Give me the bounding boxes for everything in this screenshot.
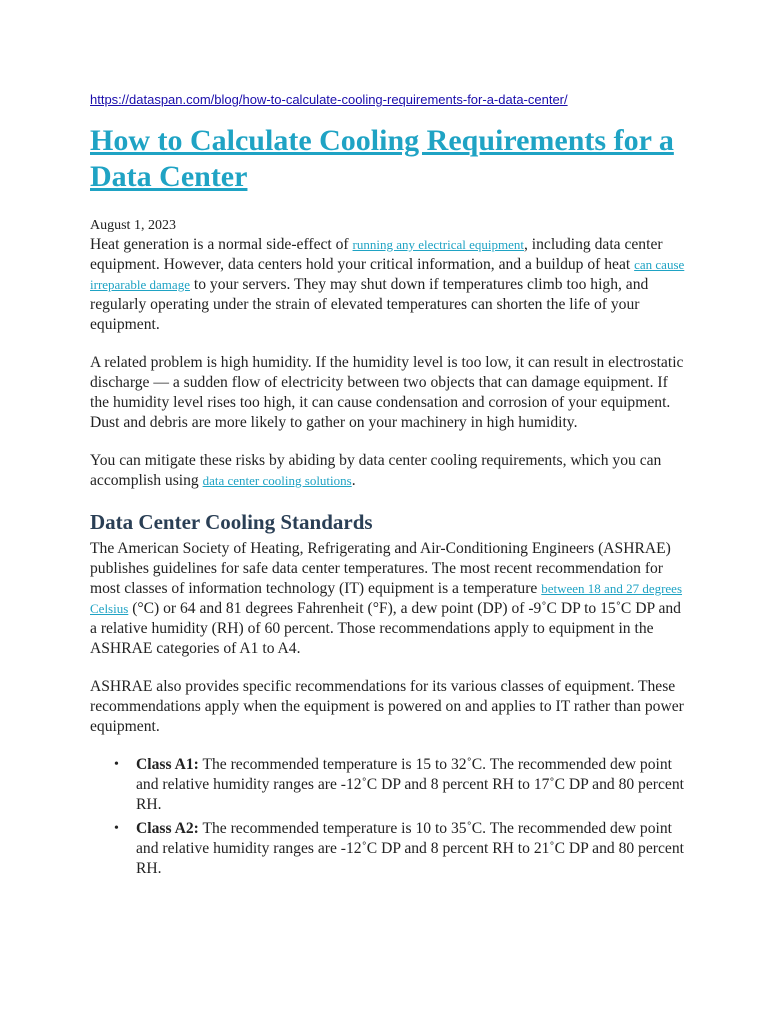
intro-paragraph <box>90 235 690 335</box>
publish-date: August 1, 2023 <box>90 218 176 233</box>
mitigate-text-1: You can mitigate these risks by abiding by data center cooling requirements, which you can accomplish using <box>90 452 662 489</box>
cooling-solutions-link[interactable]: data center cooling solutions <box>202 473 352 488</box>
ashrae-text-1: The American Society of Heating, Refrigerating and Air-Conditioning Engineers (ASHRAE) publishes guidelines for safe data center temperatures. The most recent recommendation for most classes of information technology (IT) equipment is a temperature <box>90 540 671 597</box>
section-heading-cooling-standards: Data Center Cooling Standards <box>90 510 373 534</box>
mitigate-text-2: . <box>351 472 356 489</box>
intro-text-1: Heat generation is a normal side-effect of <box>90 236 353 253</box>
class-label: Class A2: <box>136 820 199 837</box>
article-title[interactable]: How to Calculate Cooling Requirements for a Data Center <box>90 124 674 193</box>
bullet-icon: • <box>114 821 119 836</box>
ashrae-text-2: (°C) or 64 and 81 degrees Fahrenheit (°F), a dew point (DP) of -9˚C DP to 15˚C DP and a relative humidity (RH) of 60 percent. Those recommendations apply to equipment in the ASHRAE categories of A1 to A4. <box>90 600 681 657</box>
source-url-link[interactable]: https://dataspan.com/blog/how-to-calculate-cooling-requirements-for-a-data-center/ <box>90 92 568 107</box>
mitigate-paragraph <box>90 451 690 491</box>
ashrae-paragraph <box>90 539 690 659</box>
class-list <box>90 755 690 879</box>
irreparable-damage-link[interactable]: can cause irreparable damage <box>90 257 685 292</box>
humidity-paragraph: A related problem is high humidity. If the humidity level is too low, it can result in electrostatic discharge — a sudden flow of electricity between two objects that can damage equipment. If the humidity level rises too high, it can cause condensation and corrosion of your equipment. Dust and debris are more likely to gather on your machinery in high humidity. <box>90 354 684 431</box>
intro-text-3: to your servers. They may shut down if temperatures climb too high, and regularly operating under the strain of elevated temperatures can shorten the life of your equipment. <box>90 276 649 333</box>
intro-text-2: , including data center equipment. However, data centers hold your critical information, and a buildup of heat <box>90 236 663 273</box>
ashrae-classes-paragraph: ASHRAE also provides specific recommendations for its various classes of equipment. These recommendations apply when the equipment is powered on and applies to IT rather than power equipment. <box>90 678 684 735</box>
class-text: The recommended temperature is 10 to 35˚C. The recommended dew point and relative humidity ranges are -12˚C DP and 8 percent RH to 21˚C DP and 80 percent RH. <box>136 820 684 877</box>
bullet-icon: • <box>114 757 119 772</box>
running-electrical-equipment-link[interactable]: running any electrical equipment <box>352 237 524 252</box>
class-text: The recommended temperature is 15 to 32˚C. The recommended dew point and relative humidity ranges are -12˚C DP and 8 percent RH to 17˚C DP and 80 percent RH. <box>136 756 684 813</box>
list-item <box>114 819 690 879</box>
celsius-range-link[interactable]: between 18 and 27 degrees Celsius <box>90 581 683 616</box>
list-item <box>114 755 690 815</box>
class-label: Class A1: <box>136 756 199 773</box>
article <box>90 92 690 883</box>
